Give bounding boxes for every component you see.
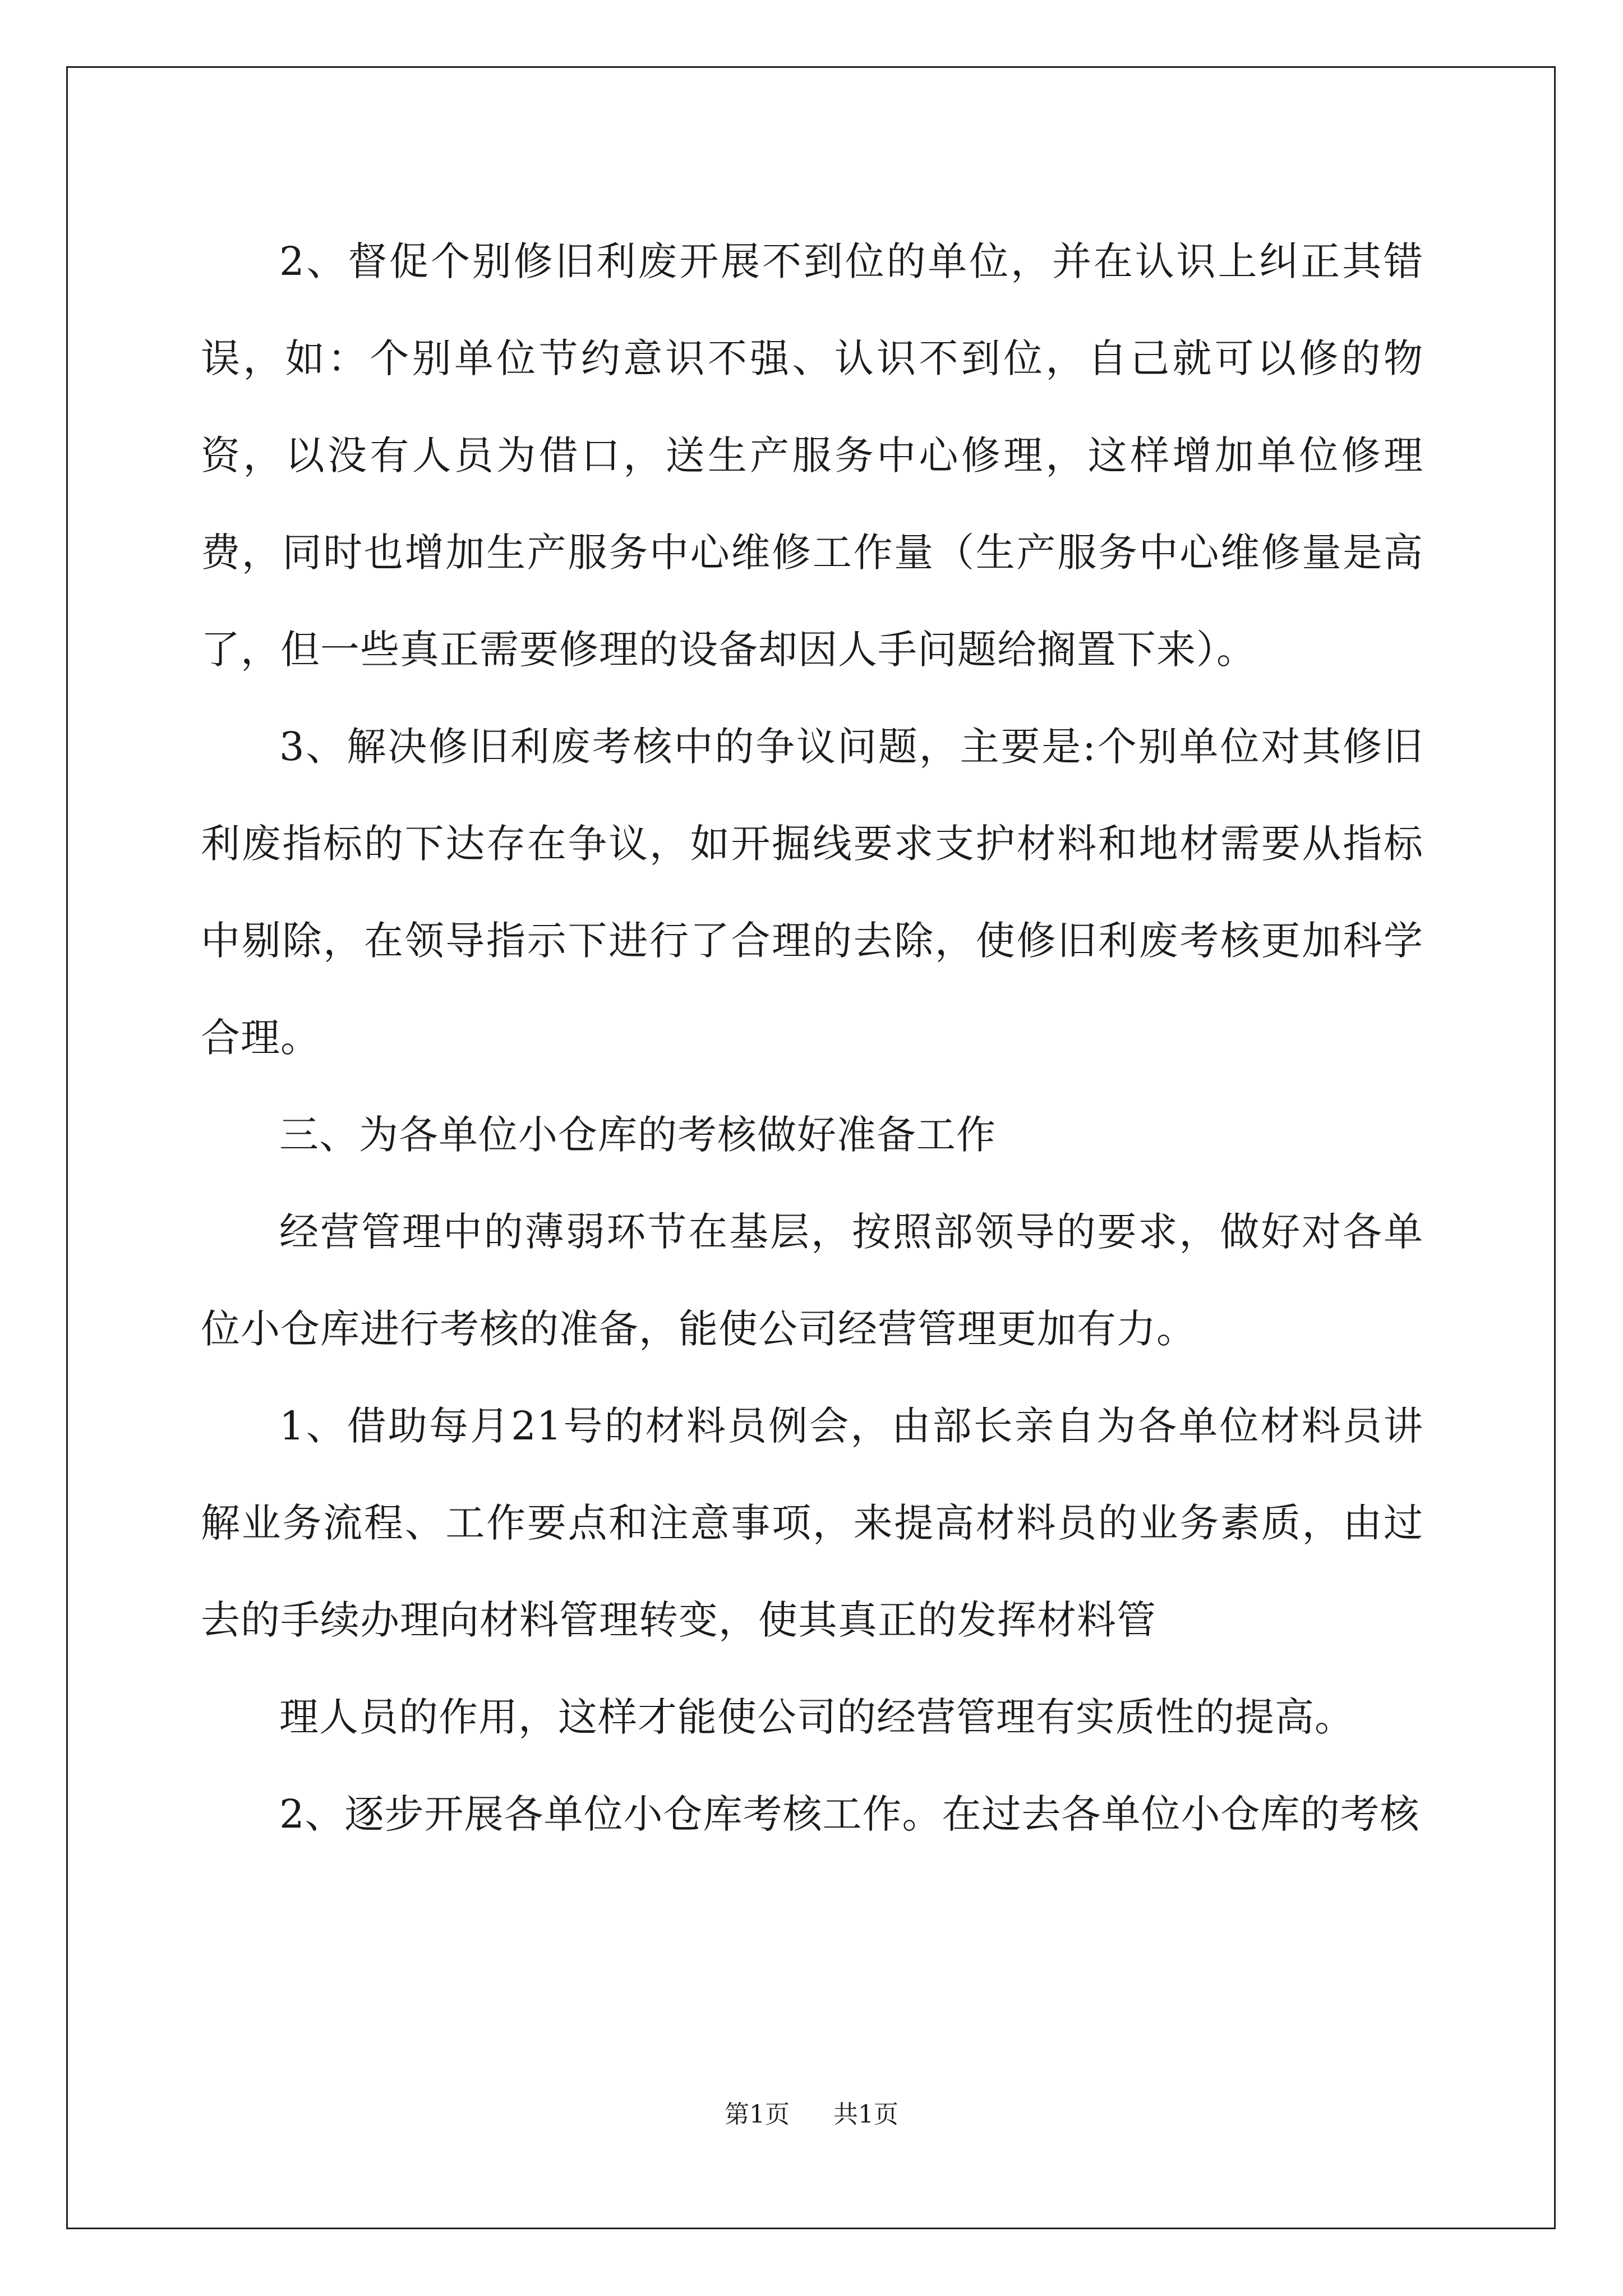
document-body xyxy=(201,213,1423,1863)
paragraph-resolve-disputes: 3、解决修旧利废考核中的争议问题，主要是:个别单位对其修旧利废指标的下达存在争议，如开掘线要求支护材料和地材需要从指标中剔除，在领导指示下进行了合理的去除，使修旧利废考核更加科学合理。 xyxy=(201,724,1423,1061)
paragraph-monthly-meeting: 1、借助每月21号的材料员例会，由部长亲自为各单位材料员讲解业务流程、工作要点和注意事项，来提高材料员的业务素质，由过去的手续办理向材料管理转变，使其真正的发挥材料管 xyxy=(201,1403,1423,1643)
page-number: 第1页 xyxy=(725,2100,790,2129)
paragraph-warehouse-assessment: 2、逐步开展各单位小仓库考核工作。在过去各单位小仓库的考核 xyxy=(279,1791,1420,1837)
section-heading-warehouse: 三、为各单位小仓库的考核做好准备工作 xyxy=(279,1112,996,1158)
paragraph-management-weakness: 经营管理中的薄弱环节在基层，按照部领导的要求，做好对各单位小仓库进行考核的准备，能使公司经营管理更加有力。 xyxy=(201,1209,1423,1352)
paragraph-supervise: 2、督促个别修旧利废开展不到位的单位，并在认识上纠正其错误，如：个别单位节约意识不强、认识不到位，自己就可以修的物资，以没有人员为借口，送生产服务中心修理，这样增加单位修理费，同时也增加生产服务中心维修工作量（生产服务中心维修量是高了，但一些真正需要修理的设备却因人手问题给搁置下来）。 xyxy=(201,238,1423,673)
paragraph-role-of-staff: 理人员的作用，这样才能使公司的经营管理有实质性的提高。 xyxy=(279,1694,1354,1740)
page-footer xyxy=(0,2098,1623,2132)
page-total: 共1页 xyxy=(833,2100,898,2129)
